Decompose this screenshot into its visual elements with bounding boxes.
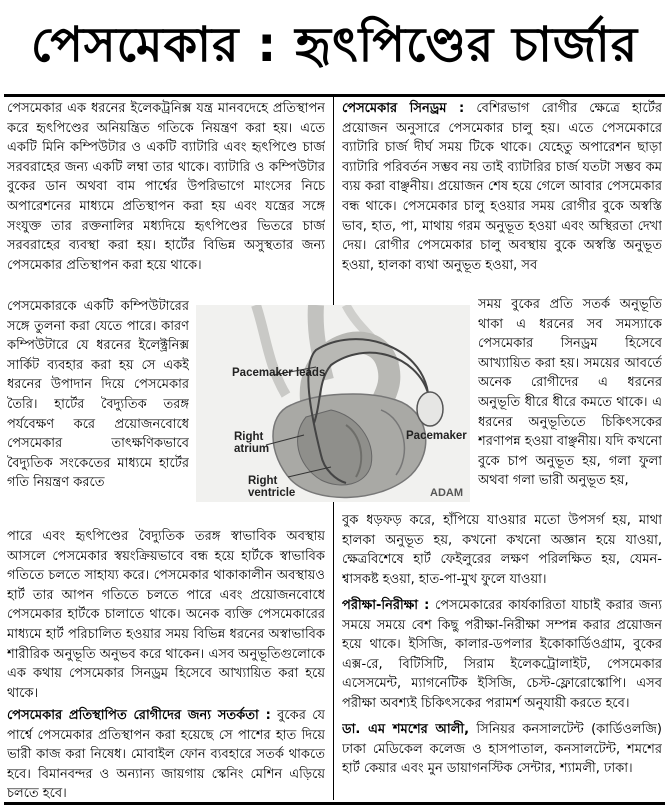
computer-comparison-text: পেসমেকারকে একটি কম্পিউটারের সঙ্গে তুলনা করা যেতে পারে। কারণ কম্পিউটারে যে ধরনের ইলেক্ট্রনিক্স সার্কিট ব্যবহার করা হয় সে একই ধরনের উপাদান দিয়ে পেসমেকার তৈরি। হার্টের বৈদ্যুতিক তরঙ্গ পর্যবেক্ষণ করে প্রয়োজনবোধে পেসমেকার তাৎক্ষণিকভাবে বৈদ্যুতিক সংকেতের মাধ্যমে হার্টের গতি নিয়ন্ত্রণ করতে	[7, 299, 189, 491]
tests-text: পেসমেকারের কার্যকারিতা যাচাই করার জন্য সময়ে সময়ে বেশ কিছু পরীক্ষা-নিরীক্ষা সম্পন্ন করার প্রয়োজন হয়ে থাকে। ইসিজি, কালার-ডপলার ইকোকার্ডিওগ্রাম, বুকের এক্স-রে, বিটিসিটি, সিরাম ইলেকট্রোলাইট, পেসমেকার এসেসমেন্ট, ম্যাগনেটিক ইসিজি, চেস্ট-ফ্লোরোস্কোপি। এসব পরীক্ষা অবশ্যই চিকিৎসকের পরামর্শ অনুযায়ী করতে হবে।	[342, 598, 662, 711]
syndrome-section	[342, 99, 662, 295]
page-title: পেসমেকার : হৃৎপিণ্ডের চার্জার	[30, 16, 639, 73]
caution-section	[7, 706, 325, 802]
label-pacemaker: Pacemaker	[406, 430, 467, 442]
intro-paragraph	[7, 99, 325, 299]
intro-text: পেসমেকার এক ধরনের ইলেকট্রনিক্স যন্ত্র মানবদেহে প্রতিস্থাপন করে হৃৎপিণ্ডের অনিয়ন্ত্রিত গতিকে নিয়ন্ত্রণ করা হয়। এতে একটি মিনি কম্পিউটার ও একটি ব্যাটারি এবং হৃৎপিণ্ডে চার্জ সরবরাহের জন্য একটি লম্বা তার থাকে। ব্যাটারি ও কম্পিউটার বুকের ডান অথবা বাম পার্শ্বের উপরিভাগে মাংসের নিচে অপারেশনের মাধ্যমে প্রতিস্থাপন করা হয় এবং যন্ত্রের সঙ্গে সংযুক্ত তার রক্তনালির মধ্যদিয়ে হৃৎপিণ্ডের ভিতরে চার্জ সরবরাহের ব্যবস্থা করা হয়। হার্টের বিভিন্ন অসুস্থতার জন্য পেসমেকার প্রতিস্থাপন করা হয়ে থাকে।	[7, 101, 325, 273]
caution-heading: পেসমেকার প্রতিস্থাপিত রোগীদের জন্য সতর্কতা :	[7, 708, 271, 723]
syndrome-continued-paragraph	[478, 295, 662, 511]
computer-comparison-paragraph	[7, 297, 189, 525]
pacemaker-heart-illustration	[196, 305, 470, 502]
syndrome-continued-text: সময় বুকের প্রতি সতর্ক অনুভূতি থাকা এ ধরনের সব সমস্যাকে পেসমেকার সিনড্রম হিসেবে আখ্যায়িত করা হয়। সময়ের আবর্তে অনেক রোগীদের এ ধরনের অনুভূতি ধীরে ধীরে কমতে থাকে। এ ধরনের অনুভূতিতে চিকিৎসকের শরণাপন্ন হওয়া বাঞ্ছনীয়। যদি কখনো বুকে চাপ অনুভূত হয়, গলা ফুলা অথবা গলা ভারী অনুভূত হয়,	[478, 297, 662, 489]
title-rule	[4, 94, 665, 97]
tests-section	[342, 596, 662, 718]
bottom-rule	[4, 802, 665, 805]
tests-heading: পরীক্ষা-নিরীক্ষা :	[342, 598, 430, 613]
label-right-ventricle: Right ventricle	[248, 475, 296, 499]
syndrome-text: বেশিরভাগ রোগীর ক্ষেত্রে হার্টের প্রয়োজন অনুসারে পেসমেকার চালু হয়। এতে পেসমেকারে ব্যাটারি চার্জ দীর্ঘ সময় টিকে থাকে। যেহেতু অপারেশন ছাড়া ব্যাটারি পরিবর্তন সম্ভব নয় তাই ব্যাটারির চার্জ যতটা সম্ভব কম ব্যয় করা বাঞ্ছনীয়। প্রয়োজন শেষ হয়ে গেলে আবার পেসমেকার বন্ধ থাকে। পেসমেকার চালু হওয়ার সময় রোগীর বুকে অস্বস্তি ভাব, হাত, পা, মাথায় গরম অনুভূত হওয়া এবং অস্থিরতা দেখা দেয়। রোগীর পেসমেকার চালু অবস্থায় বুকে অস্বস্তি অনুভূত হওয়া, হালকা ব্যথা অনুভূত হওয়া, সব	[342, 101, 662, 273]
syndrome-intro-paragraph	[7, 527, 325, 704]
author-name: ডা. এম শমশের আলী,	[342, 722, 470, 737]
author-info: সিনিয়র কনসালটেন্ট (কার্ডিওলজি) ঢাকা মেডিকেল কলেজ ও হাসপাতাল, কনসালটেন্ট, শমশের হার্ট কেয়ার এবং মুন ডায়াগনস্টিক সেন্টার, শ্যামলী, ঢাকা।	[342, 722, 662, 777]
heart-diagram-svg	[196, 305, 470, 502]
syndrome-intro-text: পারে এবং হৃৎপিণ্ডের বৈদ্যুতিক তরঙ্গ স্বাভাবিক অবস্থায় আসলে পেসমেকার স্বয়ংক্রিয়ভাবে বন্ধ হয়ে হার্টকে স্বাভাবিক গতিতে চলতে সাহায্য করে। পেসমেকার থাকাকালীন অবস্থায়ও হার্ট তার আপন গতিতে চলতে পারে এবং প্রয়োজনবোধে পেসমেকার হার্টকে চালাতে থাকে। অনেক ব্যক্তি পেসমেকারের মাধ্যমে হার্ট পরিচালিত হওয়ার সময় বিভিন্ন ধরনের অস্বাভাবিক শারীরিক অনুভূতি অনুভব করে থাকেন। এসব অনুভূতিগুলোকে এক কথায় পেসমেকার সিনড্রম হিসেবে আখ্যায়িত করা হয়ে থাকে।	[7, 529, 325, 701]
author-section	[342, 720, 662, 802]
figure-credit: ADAM	[430, 487, 463, 499]
caution-text: বুকের যে পার্শ্বে পেসমেকার প্রতিস্থাপন করা হয়েছে সে পাশের হাত দিয়ে ভারী কাজ করা নিষেধ। মোবাইল ফোন ব্যবহারে সতর্ক থাকতে হবে। বিমানবন্দর ও অন্যান্য জায়গায় স্কেনিং মেশিন এড়িয়ে চলতে হবে।	[7, 708, 325, 802]
label-pacemaker-leads: Pacemaker leads	[232, 367, 326, 379]
syndrome-heading: পেসমেকার সিনড্রম :	[342, 101, 465, 116]
symptoms-text: বুক ধড়ফড় করে, হাঁপিয়ে যাওয়ার মতো উপসর্গ হয়, মাথা হালকা অনুভূত হয়, কখনো কখনো অজ্ঞান হয়ে যাওয়া, ক্ষেত্রবিশেষে হার্ট ফেইলুরের লক্ষণ পরিলক্ষিত হয়, যেমন- শ্বাসকষ্ট হওয়া, হাত-পা-মুখ ফুলে যাওয়া।	[342, 513, 662, 587]
label-right-atrium: Right atrium	[234, 431, 270, 455]
symptoms-paragraph	[342, 511, 662, 595]
